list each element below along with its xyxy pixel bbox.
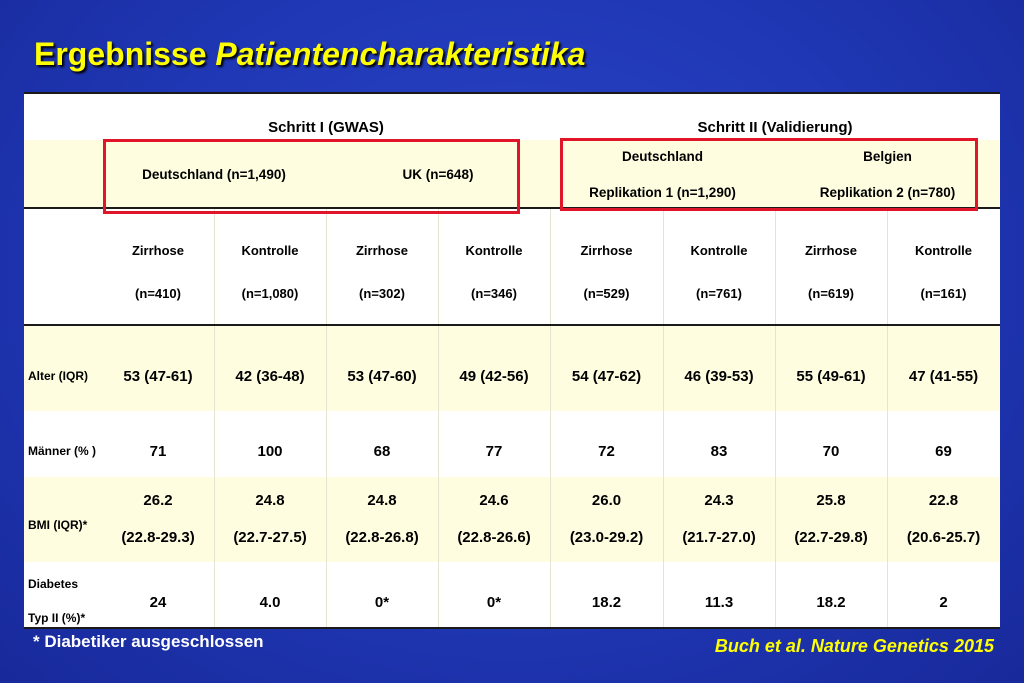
table-cell: 24 xyxy=(149,594,167,611)
table-cell: 83 xyxy=(710,443,728,460)
highlight-box-validation xyxy=(560,138,978,211)
table-cell: 11.3 xyxy=(704,594,734,611)
stage-header-1: Schritt I (GWAS) xyxy=(268,119,384,136)
row-band-bmi xyxy=(24,477,1000,562)
table-cell-range: (21.7-27.0) xyxy=(682,529,756,546)
table-cell: 46 (39-53) xyxy=(684,368,754,385)
table-cell: 42 (36-48) xyxy=(235,368,305,385)
table-cell: 0* xyxy=(374,594,390,611)
table-cell: 22.8 xyxy=(928,492,959,509)
table-cell: 68 xyxy=(373,443,391,460)
table-cell-range: (23.0-29.2) xyxy=(569,529,644,546)
table-cell: 24.6 xyxy=(479,492,509,509)
group-count: (n=529) xyxy=(583,286,630,301)
cohort-header-3-replication: Replikation 1 (n=1,290) xyxy=(589,185,736,200)
table-cell-range: (20.6-25.7) xyxy=(906,529,981,546)
footnote: * Diabetiker ausgeschlossen xyxy=(33,632,264,651)
table-cell: 77 xyxy=(485,443,503,460)
table-cell: 24.8 xyxy=(367,492,397,509)
stage-header-2: Schritt II (Validierung) xyxy=(697,119,853,136)
title-part-2: Patientencharakteristika xyxy=(215,36,586,72)
table-cell: 47 (41-55) xyxy=(908,368,979,385)
rule-groups xyxy=(24,324,1000,326)
group-count: (n=346) xyxy=(471,286,517,301)
table-cell: 24.8 xyxy=(255,492,285,509)
group-name: Kontrolle xyxy=(241,243,299,258)
slide-title xyxy=(34,36,585,73)
group-count: (n=1,080) xyxy=(241,286,299,301)
table-cell: 2 xyxy=(939,594,948,611)
table-cell: 4.0 xyxy=(259,594,281,611)
row-label-diabetes: Diabetes xyxy=(28,577,79,591)
table-cell-range: (22.7-29.8) xyxy=(794,529,868,546)
row-label-bmi: BMI (IQR)* xyxy=(28,518,88,532)
table-cell: 18.2 xyxy=(816,594,846,611)
table-cell-range: (22.7-27.5) xyxy=(233,529,307,546)
title-part-1: Ergebnisse xyxy=(34,36,207,72)
table-cell: 69 xyxy=(935,443,952,460)
table-cell: 18.2 xyxy=(591,594,622,611)
rule-top xyxy=(24,92,1000,94)
row-label-diabetes-2: Typ II (%)* xyxy=(28,611,86,625)
row-label-alter: Alter (IQR) xyxy=(28,369,88,383)
group-count: (n=302) xyxy=(359,286,405,301)
table-cell: 100 xyxy=(257,443,283,460)
group-count: (n=761) xyxy=(696,286,742,301)
group-count: (n=619) xyxy=(808,286,854,301)
cohort-header-4-replication: Replikation 2 (n=780) xyxy=(819,185,956,200)
group-name: Zirrhose xyxy=(804,243,857,258)
table-cell: 71 xyxy=(149,443,167,460)
group-name: Zirrhose xyxy=(131,243,184,258)
cohort-header-3-country: Deutschland xyxy=(621,149,703,164)
row-label-maenner: Männer (% ) xyxy=(28,444,97,458)
table-cell-range: (22.8-29.3) xyxy=(121,529,195,546)
table-cell: 54 (47-62) xyxy=(571,368,642,385)
group-count: (n=410) xyxy=(135,286,181,301)
table-cell: 26.0 xyxy=(591,492,622,509)
group-name: Kontrolle xyxy=(914,243,973,258)
results-table xyxy=(24,92,1000,629)
table-cell: 49 (42-56) xyxy=(459,368,529,385)
table-cell-range: (22.8-26.8) xyxy=(345,529,419,546)
group-count: (n=161) xyxy=(920,286,967,301)
group-name: Zirrhose xyxy=(355,243,408,258)
table-cell: 26.2 xyxy=(143,492,173,509)
table-cell-range: (22.8-26.6) xyxy=(457,529,531,546)
table-cell: 70 xyxy=(822,443,840,460)
table-cell: 25.8 xyxy=(816,492,846,509)
rule-bottom xyxy=(24,627,1000,629)
citation: Buch et al. Nature Genetics 2015 xyxy=(714,636,994,656)
table-cell: 0* xyxy=(486,594,502,611)
table-cell: 53 (47-60) xyxy=(347,368,417,385)
highlight-box-gwas xyxy=(103,139,520,214)
table-cell: 72 xyxy=(598,443,615,460)
group-name: Kontrolle xyxy=(690,243,748,258)
cohort-header-1: Deutschland (n=1,490) xyxy=(142,167,286,182)
table-cell: 53 (47-61) xyxy=(123,368,193,385)
cohort-header-4-country: Belgien xyxy=(863,149,912,164)
group-name: Zirrhose xyxy=(580,243,633,258)
group-name: Kontrolle xyxy=(465,243,523,258)
cohort-header-2: UK (n=648) xyxy=(402,167,474,182)
table-cell: 24.3 xyxy=(704,492,734,509)
table-cell: 55 (49-61) xyxy=(796,368,866,385)
